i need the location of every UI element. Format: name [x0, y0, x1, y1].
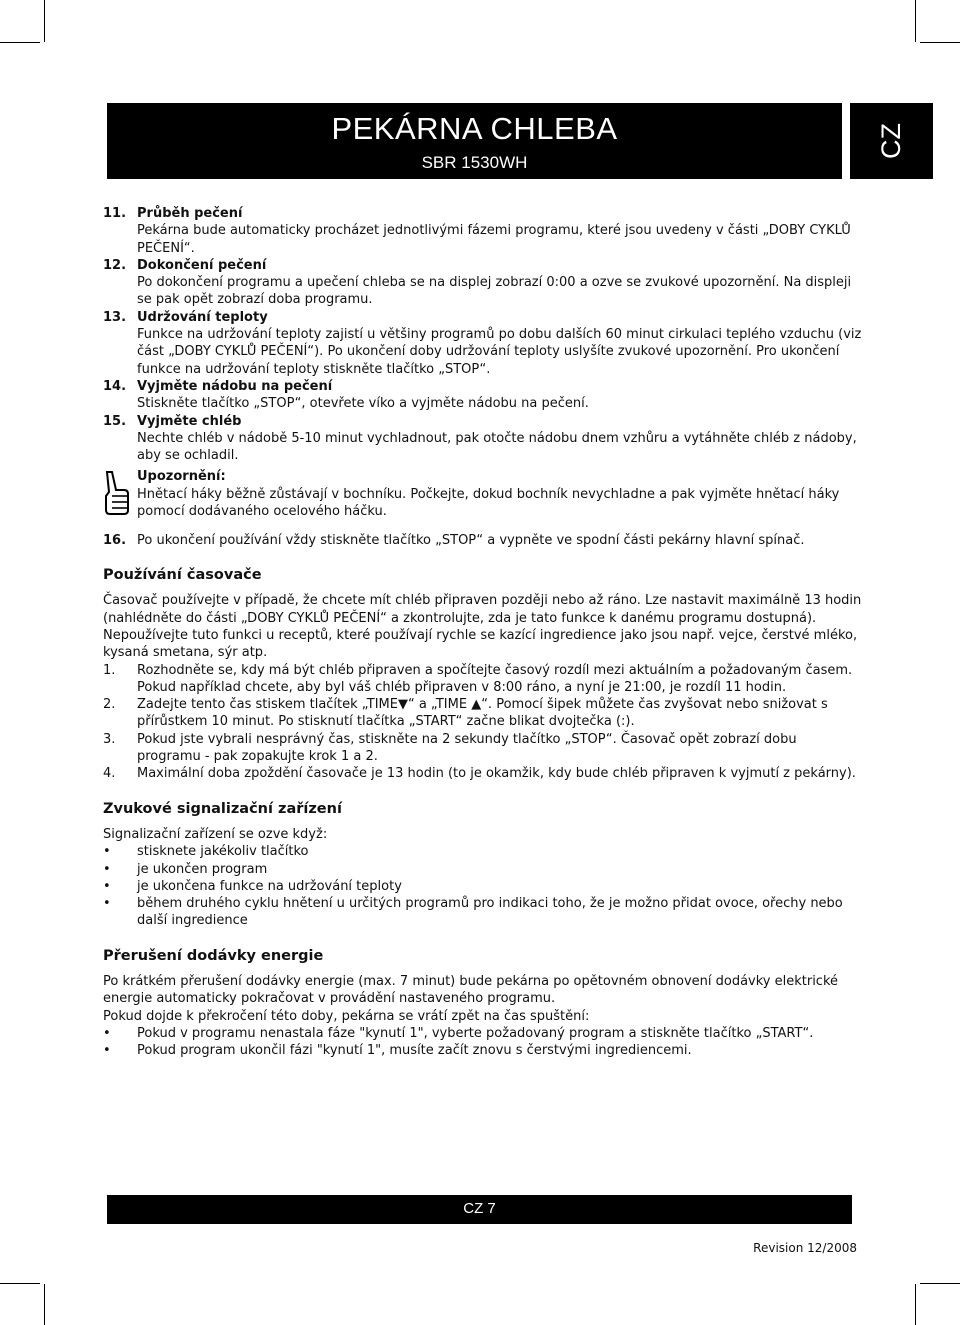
language-tab-label: CZ	[876, 123, 906, 159]
step-title: Udržování teploty	[137, 309, 268, 325]
timer-item	[103, 765, 863, 782]
power-intro: Po krátkém přerušení dodávky energie (max. 7 minut) bude pekárna po opětovném obnovení dodávky elektrické energie automaticky pokračovat v provádění nastaveného programu.	[103, 973, 839, 1007]
footer-bar	[107, 1195, 852, 1224]
bullet-text: během druhého cyklu hnětení u určitých programů pro indikaci toho, že je možno přidat ovoce, ořechy nebo další ingredience	[137, 896, 843, 929]
bullet-symbol: •	[103, 861, 111, 877]
sound-bullet	[103, 878, 863, 895]
step-title: Vyjměte chléb	[137, 413, 242, 429]
step-text: Stiskněte tlačítko „STOP“, otevřete víko a vyjměte nádobu na pečení.	[137, 396, 589, 412]
step-item	[103, 257, 863, 309]
crop-mark	[0, 1283, 40, 1284]
pointing-hand-icon	[103, 468, 137, 521]
bullet-symbol: •	[103, 1025, 111, 1041]
sound-heading: Zvukové signalizační zařízení	[103, 800, 342, 817]
sound-intro: Signalizační zařízení se ozve když:	[103, 826, 328, 842]
power-intro-2: Pokud dojde k překročení této doby, pekárna se vrátí zpět na čas spuštění:	[103, 1008, 590, 1024]
power-bullet	[103, 1042, 863, 1059]
crop-mark	[44, 0, 45, 42]
sound-bullet	[103, 895, 863, 930]
sound-bullet	[103, 861, 863, 878]
step-title: Dokončení pečení	[137, 257, 267, 273]
crop-mark	[0, 42, 40, 43]
timer-heading: Používání časovače	[103, 567, 262, 584]
step-item	[103, 205, 863, 257]
revision-label: Revision 12/2008	[753, 1241, 857, 1255]
main-content	[103, 205, 863, 1059]
crop-mark	[915, 0, 916, 42]
page-number: CZ 7	[463, 1200, 496, 1217]
step-title: Průběh pečení	[137, 206, 243, 221]
step-number: 15.	[103, 413, 127, 429]
language-tab	[850, 103, 933, 179]
step-number: 12.	[103, 257, 127, 273]
bullet-text: Pokud v programu nenastala fáze "kynutí 1", vyberte požadovaný program a stiskněte tlačítko „START“.	[137, 1025, 814, 1041]
step-title: Vyjměte nádobu na pečení	[137, 378, 333, 394]
step-text: Funkce na udržování teploty zajistí u většiny programů po dobu dalších 60 minut cirkulaci teplého vzduchu (viz část „DOBY CYKLŮ PEČENÍ“). Po ukončení doby udržování teploty uslyšíte zvukové upozornění. Pro ukončení funkce na udržování teploty stiskněte tlačítko „STOP“.	[137, 327, 862, 377]
power-bullet	[103, 1025, 863, 1042]
timer-item-text: Maximální doba zpoždění časovače je 13 hodin (to je okamžik, kdy bude chléb připraven k vyjmutí z pekárny).	[137, 766, 856, 782]
timer-item-number: 1.	[103, 662, 116, 678]
crop-mark	[915, 1284, 916, 1325]
timer-intro: Časovač používejte v případě, že chcete mít chléb připraven později nebo až ráno. Lze nastavit maximálně 13 hodin (nahlédněte do části „DOBY CYKLŮ PEČENÍ“ a zkontrolujte, zda je tato funkce k danému programu dostupná). Nepoužívejte tuto funkci u receptů, které používají rychle se kazící ingredience jako jsou např. vejce, čerstvé mléko, kysaná smetana, sýr atp.	[103, 593, 862, 661]
page-title: PEKÁRNA CHLEBA	[331, 111, 618, 146]
step-number: 16.	[103, 532, 127, 548]
crop-mark	[920, 1283, 960, 1284]
step-item	[103, 309, 863, 378]
timer-item	[103, 731, 863, 766]
bullet-symbol: •	[103, 844, 111, 860]
bullet-symbol: •	[103, 1043, 111, 1059]
bullet-text: je ukončena funkce na udržování teploty	[137, 878, 402, 894]
timer-item-number: 3.	[103, 731, 116, 747]
warning-note	[103, 468, 863, 521]
step-number: 14.	[103, 378, 127, 394]
note-text: Hnětací háky běžně zůstávají v bochníku. Počkejte, dokud bochník nevychladne a pak vyjměte hnětací háky pomocí dodávaného ocelového háčku.	[137, 486, 840, 520]
crop-mark	[920, 42, 960, 43]
step-text: Nechte chléb v nádobě 5-10 minut vychladnout, pak otočte nádobu dnem vzhůru a vytáhněte chléb z nádoby, aby se ochladil.	[137, 430, 857, 464]
step-text: Pekárna bude automaticky procházet jednotlivými fázemi programu, které jsou uvedeny v části „DOBY CYKLŮ PEČENÍ“.	[137, 223, 851, 256]
bullet-symbol: •	[103, 878, 111, 894]
power-heading: Přerušení dodávky energie	[103, 947, 324, 964]
bullet-symbol: •	[103, 896, 111, 912]
step-number: 13.	[103, 309, 127, 325]
step-item	[103, 413, 863, 465]
timer-item-text: Zadejte tento čas stiskem tlačítek „TIME▼“ a „TIME ▲“. Pomocí šipek můžete čas zvyšovat nebo snižovat s přírůstkem 10 minut. Po stisknutí tlačítka „START“ začne blikat dvojtečka (:).	[137, 697, 828, 730]
model-number: SBR 1530WH	[421, 153, 528, 172]
header-bar	[107, 103, 842, 179]
bullet-text: Pokud program ukončil fázi "kynutí 1", musíte začít znovu s čerstvými ingrediencemi.	[137, 1043, 692, 1059]
sound-bullet	[103, 843, 863, 860]
bullet-text: je ukončen program	[137, 861, 268, 877]
bullet-text: stisknete jakékoliv tlačítko	[137, 844, 309, 860]
step-item	[103, 532, 863, 549]
step-text: Po dokončení programu a upečení chleba se na displej zobrazí 0:00 a ozve se zvukové upozornění. Na displeji se pak opět zobrazí doba programu.	[137, 275, 852, 308]
step-number: 11.	[103, 206, 127, 221]
timer-item	[103, 662, 863, 697]
step-item	[103, 378, 863, 413]
step-text: Po ukončení používání vždy stiskněte tlačítko „STOP“ a vypněte ve spodní části pekárny hlavní spínač.	[137, 532, 805, 548]
timer-item-text: Rozhodněte se, kdy má být chléb připraven a spočítejte časový rozdíl mezi aktuálním a požadovaným časem. Pokud například chcete, aby byl váš chléb připraven v 8:00 ráno, a nyní je 21:00, je rozdíl 11 hodin.	[137, 662, 853, 695]
timer-item-number: 4.	[103, 766, 116, 782]
timer-item	[103, 696, 863, 731]
crop-mark	[44, 1284, 45, 1325]
timer-item-text: Pokud jste vybrali nesprávný čas, stiskněte na 2 sekundy tlačítko „STOP“. Časovač opět zobrazí dobu programu - pak zopakujte krok 1 a 2.	[137, 731, 797, 765]
note-title: Upozornění:	[137, 469, 226, 485]
timer-item-number: 2.	[103, 697, 116, 713]
